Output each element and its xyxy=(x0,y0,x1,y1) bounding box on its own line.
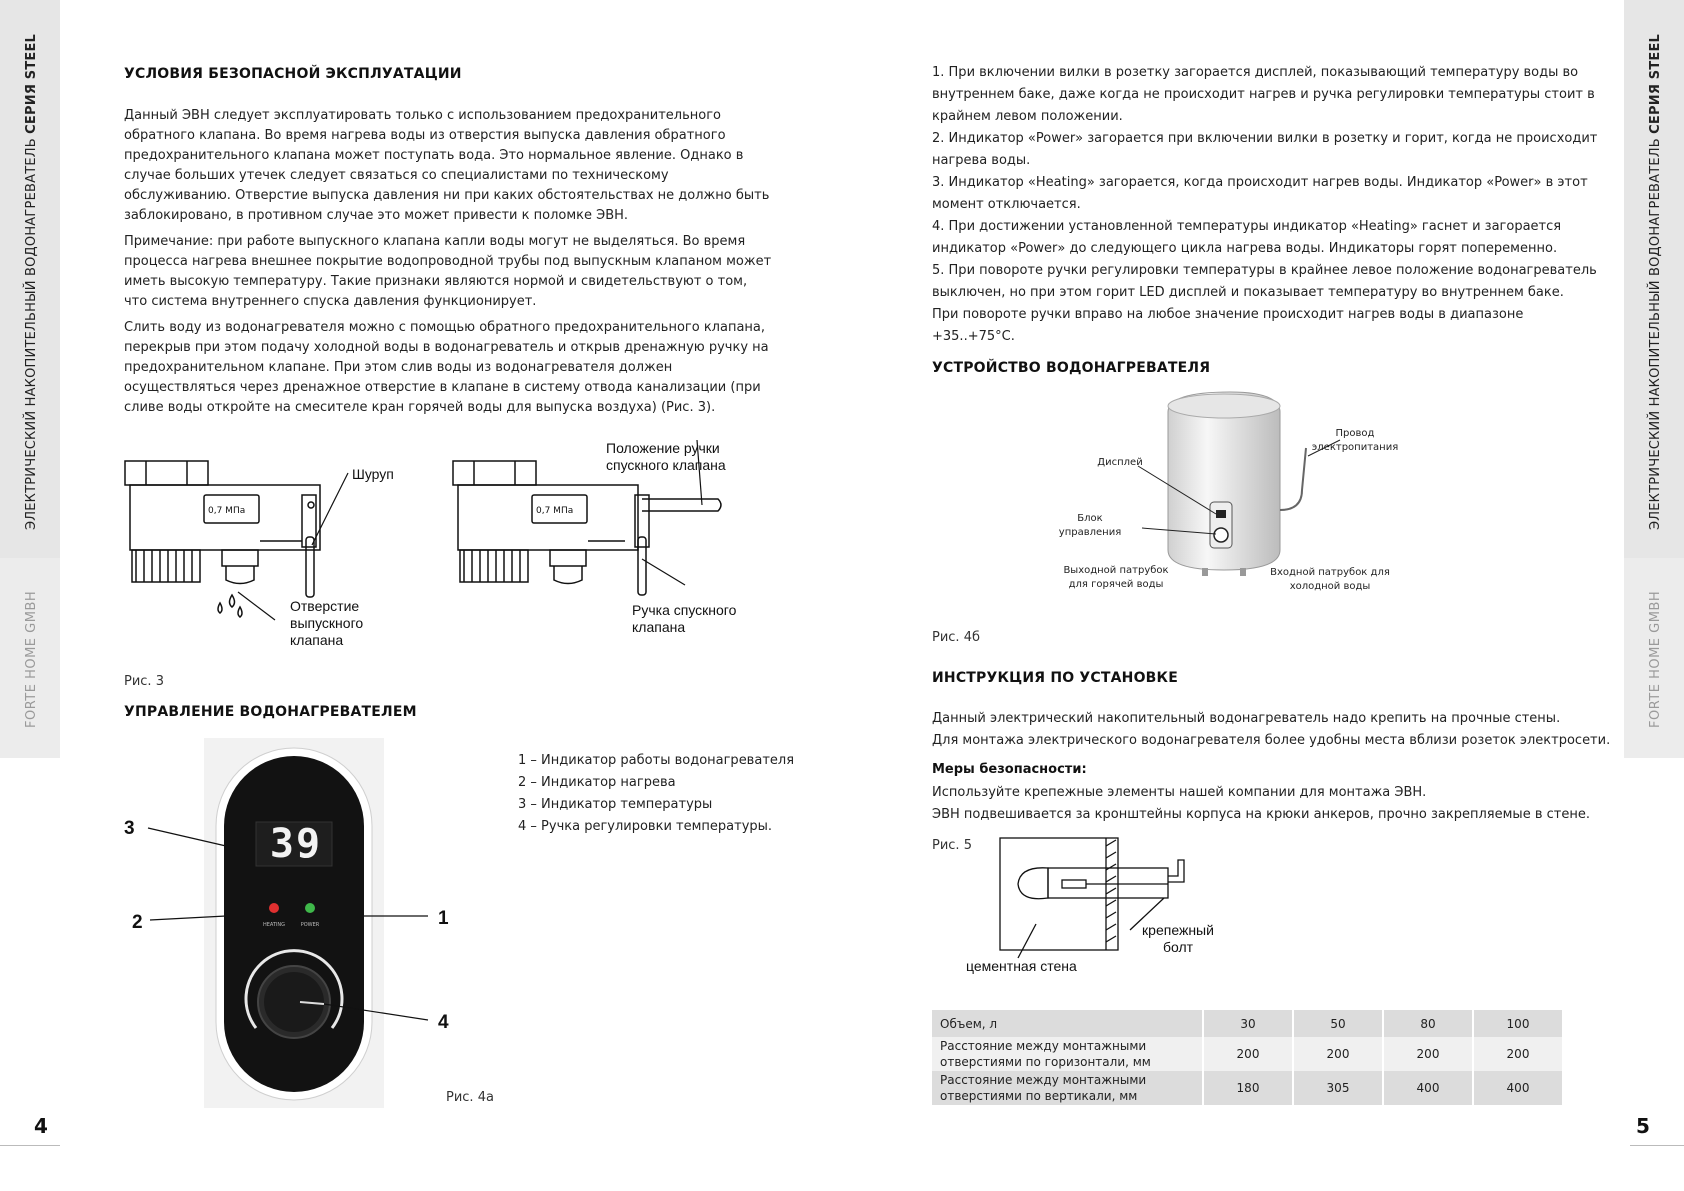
device-heading: УСТРОЙСТВО ВОДОНАГРЕВАТЕЛЯ xyxy=(932,360,1211,376)
fig3-pressure-label-2: 0,7 МПа xyxy=(536,506,574,516)
safety-paragraph-2: Примечание: при работе выпускного клапана капли воды могут не выделяться. Во время процесса нагрева внешнее покрытие водопроводной трубы под выпускным клапаном может иметь высокую температуру. Такие признаки являются нормой и свидетельствуют о том, что система внутреннего спуска давления функционирует. xyxy=(124,234,772,309)
left-page-line xyxy=(0,1145,60,1146)
table-cell: 400 xyxy=(1473,1071,1563,1105)
safety-paragraph-3: Слить воду из водонагревателя можно с помощью обратного предохранительного клапана, перекрыв при этом подачу холодной воды в водонагреватель и открыв дренажную ручку на предохранительном клапане. При этом слив воды из водонагревателя должен осуществляться через дренажное отверстие в клапане в систему отвода канализации (при сливе воды откройте на смесителе кран горячей воды для выпуска воздуха) (Рис. 3). xyxy=(124,320,769,415)
heating-label: HEATING xyxy=(262,922,286,928)
display-readout: 39 xyxy=(269,821,323,867)
left-sidebar-company: FORTE HOME GMBH xyxy=(24,590,39,728)
device-power-cable-label: Провод электропитания xyxy=(1311,428,1399,453)
fig3-handle-label: Ручка спускного клапана xyxy=(632,602,737,635)
fig3-pressure-label-1: 0,7 МПа xyxy=(208,506,246,516)
safety-measures-text xyxy=(932,782,1612,826)
table-cell: 400 xyxy=(1383,1071,1473,1105)
fig4a-control-panel xyxy=(120,738,480,1110)
fig3-screw-label: Шуруп xyxy=(352,466,394,482)
control-legend-item: 2 – Индикатор нагрева xyxy=(518,775,676,790)
indicators-item-1: 1. При включении вилки в розетку загорается дисплей, показывающий температуру воды во внутреннем баке, даже когда не происходит нагрев и ручка регулировки температуры стоит в крайнем левом положении. xyxy=(932,65,1595,124)
table-row xyxy=(932,1037,1563,1071)
mounting-spec-table xyxy=(932,1010,1564,1105)
fig5-caption: Рис. 5 xyxy=(932,838,972,853)
control-legend-item: 1 – Индикатор работы водонагревателя xyxy=(518,753,795,768)
safety-measures-item-1: Используйте крепежные элементы нашей компании для монтажа ЭВН. xyxy=(932,785,1427,800)
table-cell: 200 xyxy=(1293,1037,1383,1071)
safety-paragraph-1: Данный ЭВН следует эксплуатировать только с использованием предохранительного обратного клапана. Во время нагрева воды из отверстия выпуска давления обратного предохранительного клапана может поступать вода. Это нормальное явление. Однако в случае больших утечек следует связаться со специалистами по техническому обслуживанию. Отверстие выпуска давления ни при каких обстоятельствах не должно быть заблокировано, в противном случае это может привести к поломке ЭВН. xyxy=(124,108,770,223)
fig3-caption: Рис. 3 xyxy=(124,674,164,689)
install-text xyxy=(932,708,1612,752)
table-row xyxy=(932,1071,1563,1105)
safety-heading: УСЛОВИЯ БЕЗОПАСНОЙ ЭКСПЛУАТАЦИИ xyxy=(124,66,462,82)
heater-display-icon xyxy=(1216,510,1226,518)
fig4a-caption: Рис. 4а xyxy=(446,1090,494,1105)
fig3-hole-label: Отверстие выпускного клапана xyxy=(290,598,364,648)
left-sidebar-title: ЭЛЕКТРИЧЕСКИЙ НАКОПИТЕЛЬНЫЙ ВОДОНАГРЕВАТЕЛЬ СЕРИЯ STEEL xyxy=(24,33,39,530)
install-paragraph-2: Для монтажа электрического водонагревателя более удобны места вблизи розеток электросети. xyxy=(932,733,1611,748)
table-cell: 30 xyxy=(1203,1010,1293,1037)
device-cold-inlet-label: Входной патрубок для холодной воды xyxy=(1270,567,1390,592)
right-sidebar-title: ЭЛЕКТРИЧЕСКИЙ НАКОПИТЕЛЬНЫЙ ВОДОНАГРЕВАТЕЛЬ СЕРИЯ STEEL xyxy=(1648,33,1663,530)
table-cell: 200 xyxy=(1383,1037,1473,1071)
table-cell: 100 xyxy=(1473,1010,1563,1037)
indicators-item-3: 3. Индикатор «Heating» загорается, когда происходит нагрев воды. Индикатор «Power» в этот момент отключается. xyxy=(932,175,1588,212)
left-page-number: 4 xyxy=(34,1114,48,1138)
callout-2: 2 xyxy=(132,912,143,933)
device-hot-outlet-label: Выходной патрубок для горячей воды xyxy=(1063,565,1169,590)
safety-text xyxy=(124,106,774,424)
fig4b-caption: Рис. 4б xyxy=(932,630,980,645)
table-cell: 80 xyxy=(1383,1010,1473,1037)
table-row xyxy=(932,1010,1563,1037)
install-heading: ИНСТРУКЦИЯ ПО УСТАНОВКЕ xyxy=(932,670,1178,686)
device-control-block-label: Блок управления xyxy=(1058,513,1122,538)
table-cell: 200 xyxy=(1203,1037,1293,1071)
indicators-item-6: При повороте ручки вправо на любое значение происходит нагрев воды в диапазоне +35..+75°С. xyxy=(932,307,1524,344)
callout-4: 4 xyxy=(438,1012,449,1033)
table-cell: 305 xyxy=(1293,1071,1383,1105)
table-row-label: Расстояние между монтажными отверстиями по горизонтали, мм xyxy=(932,1037,1203,1071)
indicators-item-5: 5. При повороте ручки регулировки температуры в крайнее левое положение водонагреватель выключен, но при этом горит LED дисплей и показывает температуру во внутреннем баке. xyxy=(932,263,1597,300)
safety-measures-heading: Меры безопасности: xyxy=(932,762,1087,777)
power-indicator-icon xyxy=(305,903,315,913)
control-legend-list xyxy=(518,750,794,838)
indicators-item-2: 2. Индикатор «Power» загорается при включении вилки в розетку и горит, когда не происходит нагрева воды. xyxy=(932,131,1598,168)
right-page-number: 5 xyxy=(1636,1114,1650,1138)
callout-3: 3 xyxy=(124,818,135,839)
control-heading: УПРАВЛЕНИЕ ВОДОНАГРЕВАТЕЛЕМ xyxy=(124,704,417,720)
table-cell: 200 xyxy=(1473,1037,1563,1071)
table-cell: 50 xyxy=(1293,1010,1383,1037)
control-legend-item: 4 – Ручка регулировки температуры. xyxy=(518,819,773,834)
table-row-label: Объем, л xyxy=(932,1010,1203,1037)
indicators-item-4: 4. При достижении установленной температуры индикатор «Heating» гаснет и загорается индикатор «Power» до следующего цикла нагрева воды. Индикаторы горят попеременно. xyxy=(932,219,1562,256)
fig5-wall-label: цементная стена xyxy=(966,958,1077,974)
indicators-text xyxy=(932,62,1604,348)
right-sidebar-company: FORTE HOME GMBH xyxy=(1648,590,1663,728)
fig3-handle-position-label: Положение ручки спускного клапана xyxy=(606,440,726,473)
control-legend-item: 3 – Индикатор температуры xyxy=(518,797,713,812)
table-cell: 180 xyxy=(1203,1071,1293,1105)
right-page-line xyxy=(1630,1145,1684,1146)
device-display-label: Дисплей xyxy=(1097,457,1143,468)
callout-1: 1 xyxy=(438,908,449,929)
safety-measures-item-2: ЭВН подвешивается за кронштейны корпуса на крюки анкеров, прочно закрепляемые в стене. xyxy=(932,807,1590,822)
fig5-bolt-label: крепежный болт xyxy=(1142,922,1214,955)
power-label: POWER xyxy=(300,922,320,928)
heating-indicator-icon xyxy=(269,903,279,913)
install-paragraph-1: Данный электрический накопительный водонагреватель надо крепить на прочные стены. xyxy=(932,711,1561,726)
heater-control-icon xyxy=(1214,528,1228,542)
table-row-label: Расстояние между монтажными отверстиями по вертикали, мм xyxy=(932,1071,1203,1105)
